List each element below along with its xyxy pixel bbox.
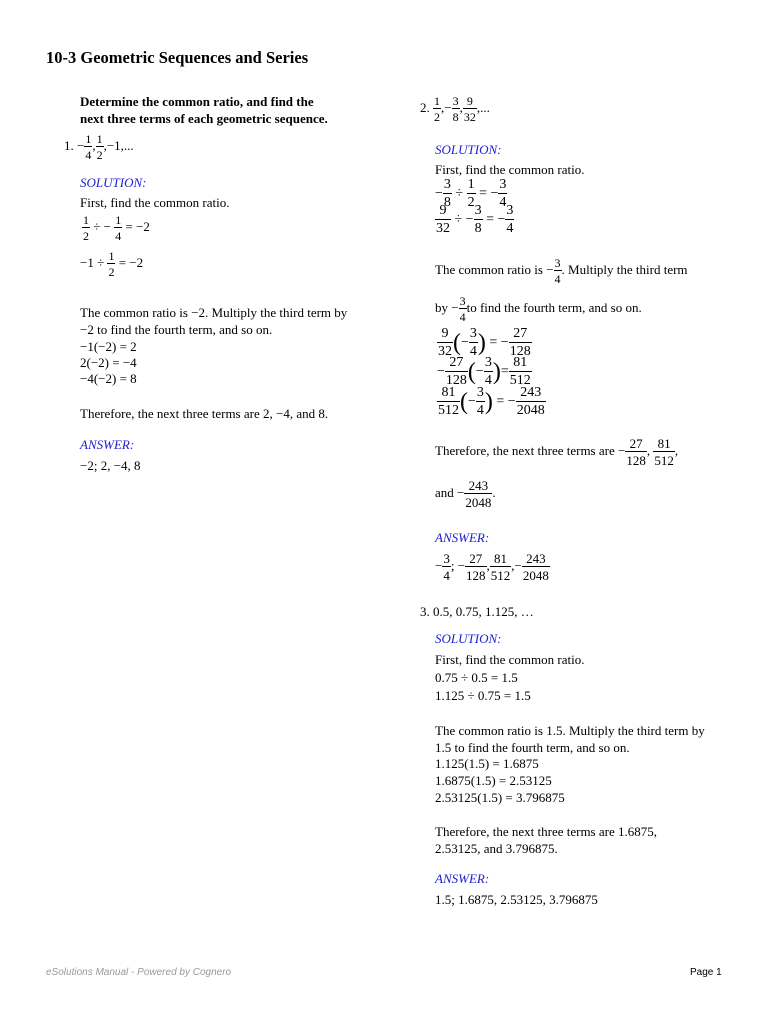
denominator: 8 (474, 221, 482, 236)
numerator: 3 (459, 294, 466, 308)
problem-number: 1. (64, 137, 74, 153)
denominator: 2 (434, 110, 440, 124)
fraction (107, 250, 115, 278)
denominator: 2 (96, 148, 103, 162)
numerator: 27 (509, 327, 532, 343)
operator: ÷ − (93, 218, 111, 234)
denominator: 4 (476, 403, 484, 418)
denominator: 8 (443, 195, 451, 210)
denominator: 4 (499, 195, 507, 210)
numerator: 27 (445, 356, 468, 372)
text-line: Therefore, the next three terms are − $\frac{27}{128}$ , $\frac{81}{512}$ , (435, 436, 679, 468)
text-line: 1.5 to find the fourth term, and so on. (435, 740, 630, 755)
numerator: 1 (434, 94, 440, 108)
numerator: 3 (506, 203, 514, 218)
denominator: 4 (459, 310, 466, 324)
denominator: 128 (466, 568, 486, 583)
denominator: 512 (490, 568, 511, 583)
step-line: $\frac{9}{32}$ (− $\frac{3}{4}$ ) = − $\frac{27}{128}$ (438, 326, 531, 359)
fraction (433, 95, 441, 123)
text-fragment: . Multiply the third term (561, 261, 688, 277)
denominator: 4 (554, 272, 561, 286)
text-line: Therefore, the next three terms are 2, −4, and 8. (80, 406, 329, 421)
answer-label: ANSWER: (80, 437, 135, 452)
problem-number: 3. (420, 604, 430, 619)
numerator: 1 (108, 249, 115, 263)
text-fragment: Therefore, the next three terms are − (435, 442, 626, 458)
numerator: 3 (484, 355, 492, 370)
numerator: 9 (463, 95, 477, 109)
denominator: 8 (452, 110, 459, 124)
fraction (114, 214, 122, 242)
numerator: 81 (490, 552, 512, 567)
denominator: 32 (438, 344, 452, 359)
denominator: 2 (83, 229, 89, 243)
fraction (445, 356, 468, 388)
fraction (554, 257, 562, 285)
footer-credit: eSolutions Manual - Powered by Cognero (46, 967, 232, 978)
numerator: 81 (437, 386, 460, 402)
numerator: 1 (467, 177, 475, 192)
fraction (625, 437, 647, 467)
numerator: 9 (437, 327, 453, 343)
numerator: 1 (96, 132, 103, 146)
answer-label: ANSWER: (435, 871, 490, 886)
text-line (435, 257, 688, 285)
page-title: 10-3 Geometric Sequences and Series (46, 48, 309, 67)
fraction (509, 356, 532, 388)
text-line: First, find the common ratio. (435, 652, 585, 667)
numerator: 243 (516, 386, 546, 402)
text-fragment: and − (435, 484, 465, 500)
operand: −1 ÷ (80, 254, 105, 270)
numerator: 3 (452, 94, 459, 108)
denominator: 4 (443, 568, 450, 583)
solution-label: SOLUTION: (435, 631, 502, 646)
text-line: First, find the common ratio. (435, 162, 585, 177)
fraction (96, 133, 104, 161)
numerator: 3 (443, 177, 451, 192)
numerator: 81 (653, 437, 675, 452)
fraction (505, 204, 514, 236)
fraction (435, 204, 451, 236)
problem-number: 2. (420, 99, 430, 115)
denominator: 2048 (522, 568, 549, 583)
denominator: 512 (509, 373, 531, 388)
problem-2: 2. $\frac{1}{2}$ ,− $\frac{3}{8}$ , $\frac{9}{32}$ ,... (420, 94, 490, 124)
denominator: 128 (509, 344, 531, 359)
step-line: −4(−2) = 8 (80, 371, 137, 386)
text-line: Therefore, the next three terms are 1.6875, (435, 824, 657, 839)
numerator: 3 (499, 177, 507, 192)
denominator: 2 (467, 195, 475, 210)
fraction (469, 327, 478, 359)
fraction (452, 95, 460, 123)
step-line: 2(−2) = −4 (80, 355, 137, 370)
result: = −2 (125, 218, 150, 234)
page-number: Page 1 (690, 967, 722, 978)
problem-3 (420, 604, 534, 620)
answer-value: − $\frac{3}{4}$ ; − $\frac{27}{128}$ , $\frac{81}{512}$ ,− $\frac{243}{2048}$ (435, 551, 549, 583)
numerator: 1 (115, 213, 122, 227)
fraction (476, 386, 485, 418)
numerator: 1 (85, 132, 92, 146)
step-line: $\frac{81}{512}$ (− $\frac{3}{4}$ ) = − $\frac{243}{2048}$ (438, 385, 545, 418)
text-line: The common ratio is −2. Multiply the third term by (80, 305, 348, 320)
numerator: 27 (465, 552, 487, 567)
problem-1: 1. − $\frac{1}{4}$ , $\frac{1}{2}$ ,−1,... (64, 132, 134, 162)
denominator: 2 (108, 265, 115, 279)
calc-line: $\frac{9}{32}$ ÷ − $\frac{3}{8}$ = − $\frac{3}{4}$ (436, 203, 514, 236)
numerator: 243 (522, 552, 550, 567)
denominator: 4 (484, 373, 492, 388)
text-fragment: to find the fourth term, and so on. (466, 299, 642, 315)
fraction (459, 295, 467, 323)
denominator: 4 (85, 148, 92, 162)
denominator: 4 (115, 229, 122, 243)
fraction (84, 133, 92, 161)
answer-value: −2; 2, −4, 8 (80, 458, 141, 473)
numerator: 27 (625, 437, 647, 452)
text-line: The common ratio is 1.5. Multiply the third term by (435, 723, 705, 738)
instructions-line-1: Determine the common ratio, and find the (80, 94, 314, 109)
numerator: 3 (476, 385, 484, 400)
fraction (490, 552, 512, 582)
fraction (474, 204, 483, 236)
text-line: First, find the common ratio. (80, 195, 230, 210)
instructions-line-2: next three terms of each geometric sequence. (80, 111, 328, 126)
denominator: 512 (438, 403, 459, 418)
numerator: 3 (474, 203, 482, 218)
fraction (463, 95, 477, 123)
numerator: 3 (469, 326, 477, 341)
fraction (437, 386, 460, 418)
fraction (82, 214, 90, 242)
fraction (464, 479, 492, 509)
step-line: 1.125(1.5) = 1.6875 (435, 756, 539, 771)
step-line: −1(−2) = 2 (80, 339, 137, 354)
denominator: 32 (463, 110, 476, 124)
numerator: 3 (554, 256, 561, 270)
terms-tail: ,−1,... (103, 137, 134, 153)
calc-line (82, 214, 150, 242)
denominator: 4 (469, 344, 477, 359)
numerator: 9 (435, 204, 451, 220)
solution-label: SOLUTION: (80, 175, 147, 190)
denominator: 2048 (465, 495, 492, 510)
text-line: 2.53125, and 3.796875. (435, 841, 558, 856)
numerator: 1 (83, 213, 89, 227)
calc-line (80, 250, 143, 278)
denominator: 4 (506, 221, 514, 236)
text-fragment: by − (435, 299, 459, 315)
denominator: 2048 (516, 403, 545, 418)
answer-label: ANSWER: (435, 530, 490, 545)
text-fragment: The common ratio is − (435, 261, 554, 277)
step-line: − $\frac{27}{128}$ (− $\frac{3}{4}$ )= $\frac{81}{512}$ (437, 355, 531, 388)
text-line: and − $\frac{243}{2048}$ . (435, 478, 496, 510)
fraction (522, 552, 550, 582)
terms-tail: ,... (476, 99, 490, 115)
answer-value: 1.5; 1.6875, 2.53125, 3.796875 (435, 892, 598, 907)
step-line: 2.53125(1.5) = 3.796875 (435, 790, 565, 805)
denominator: 128 (445, 373, 467, 388)
calc-line: 0.75 ÷ 0.5 = 1.5 (435, 670, 518, 685)
numerator: 81 (509, 356, 532, 372)
minus-sign: − (77, 137, 85, 153)
fraction (442, 552, 451, 582)
text-line: −2 to find the fourth term, and so on. (80, 322, 273, 337)
numerator: 243 (464, 479, 492, 494)
solution-label: SOLUTION: (435, 142, 502, 157)
numerator: 3 (443, 551, 450, 566)
calc-line: 1.125 ÷ 0.75 = 1.5 (435, 688, 531, 703)
fraction (465, 552, 487, 582)
denominator: 512 (654, 453, 674, 468)
calc-line: − $\frac{3}{8}$ ÷ $\frac{1}{2}$ = − $\frac{3}{4}$ (435, 177, 507, 210)
fraction (484, 356, 493, 388)
fraction (653, 437, 675, 467)
step-line: 1.6875(1.5) = 2.53125 (435, 773, 552, 788)
problem-terms: 0.5, 0.75, 1.125, … (433, 604, 534, 619)
fraction (516, 386, 546, 418)
result: = −2 (118, 254, 144, 270)
denominator: 128 (626, 453, 646, 468)
text-line (435, 295, 642, 323)
denominator: 32 (436, 221, 450, 236)
